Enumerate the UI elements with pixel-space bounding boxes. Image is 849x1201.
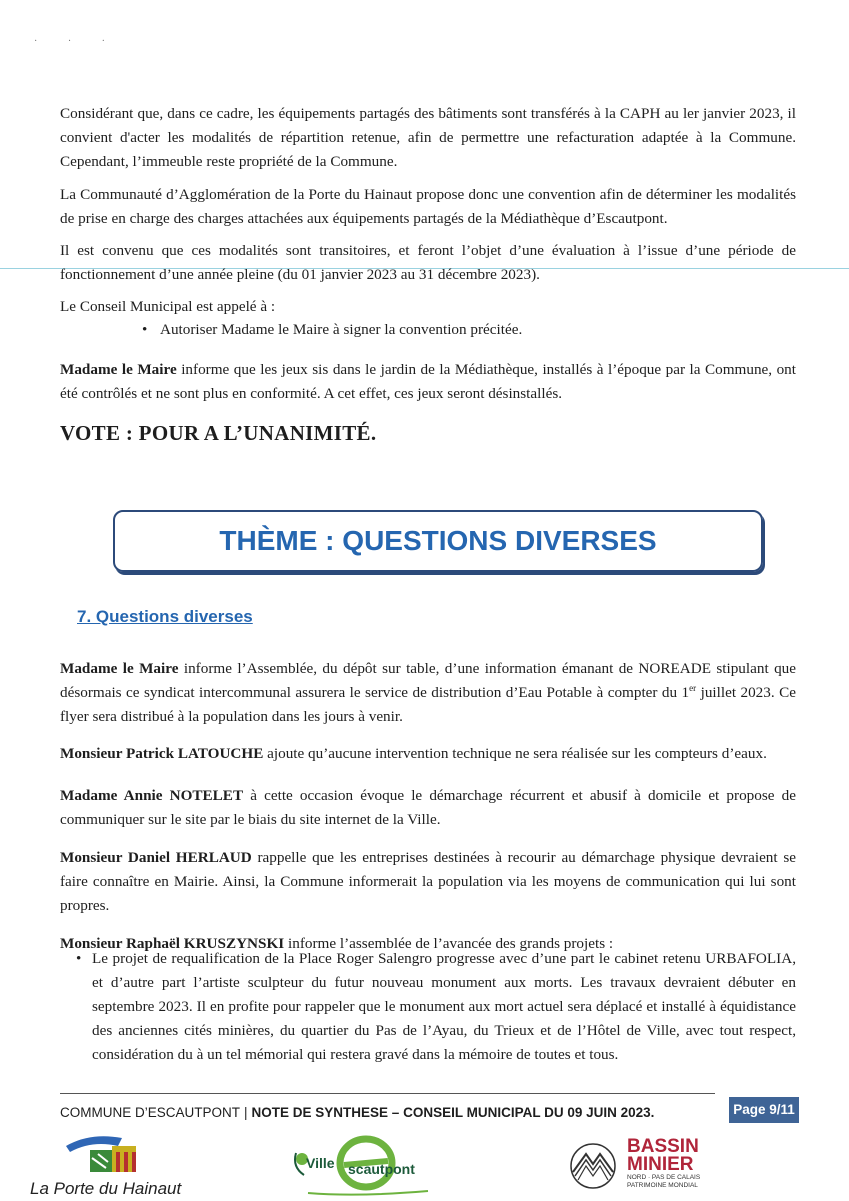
theme-banner bbox=[113, 510, 763, 572]
bassin-word: BASSIN bbox=[627, 1136, 699, 1157]
paragraph-notelet bbox=[60, 784, 796, 832]
footer-text bbox=[60, 1101, 654, 1125]
footer-separator: | bbox=[244, 1105, 248, 1120]
statement-text: informe l’Assemblée, du dépôt sur table, d’une information émanant de NOREADE stipulant que désormais ce syndicat intercommunal assurera le service de distribution d’Eau Potable à compter du 1 bbox=[60, 660, 796, 701]
superscript: er bbox=[689, 682, 697, 693]
statement-text: rappelle que les entreprises destinées à recourir au démarchage physique devraient se faire connaître en Mairie. Ainsi, la Commune informerait la population via les moyens de communication qui lui sont propres. bbox=[60, 849, 796, 914]
paragraph-maire-noreade bbox=[60, 657, 796, 729]
council-bullet bbox=[142, 318, 522, 342]
section-title: 7. Questions diverses bbox=[77, 607, 253, 626]
bassin-minier-logo bbox=[564, 1136, 714, 1200]
statement-text: juillet 2023. Ce flyer sera distribué à la population dans les jours à venir. bbox=[60, 684, 796, 725]
footer-divider bbox=[60, 1093, 715, 1094]
council-bullet-text: Autoriser Madame le Maire à signer la convention précitée. bbox=[160, 321, 523, 338]
speaker-name: Madame Annie NOTELET bbox=[60, 787, 244, 804]
statement-text: à cette occasion évoque le démarchage récurrent et abusif à domicile et propose de communiquer sur le site par le biais du site internet de la Ville. bbox=[60, 787, 796, 828]
porte-hainaut-logo bbox=[30, 1128, 200, 1200]
bullet-dot-icon: • bbox=[76, 950, 82, 967]
projects-bullet-text: Le projet de requalification de la Place Roger Salengro progresse avec d’une part le cabinet retenu URBAFOLIA, et d’autre part l’artiste sculpteur du futur nouveau monument aux morts. Les travaux devraient débuter en septembre 2023. Il en profite pour rappeler que le monument aux mort actuel sera déplacé et installé à équidistance des anciennes cités minières, du quartier du Pas de l’Ayau, du Trieux et de l’Hôtel de Ville, avec tout respect, considération du à un tel mémorial qui restera gravé dans la mémoire de toutes et tous. bbox=[92, 950, 796, 1063]
footer-commune: COMMUNE D’ESCAUTPONT bbox=[60, 1105, 241, 1120]
page-number: Page 9/11 bbox=[733, 1102, 795, 1117]
bullet-dot-icon: • bbox=[142, 321, 148, 338]
paragraph-latouche bbox=[60, 742, 796, 766]
scan-artifact: · · · bbox=[34, 36, 119, 47]
paragraph-convention: La Communauté d’Agglomération de la Porte du Hainaut propose donc une convention afin de déterminer les modalités de prise en charge des charges attachées aux équipements partagés de la Médiathèque d’Escautpont. bbox=[60, 186, 796, 227]
speaker-name: Monsieur Patrick LATOUCHE bbox=[60, 745, 264, 762]
page-number-badge bbox=[729, 1097, 799, 1123]
bassin-region: NORD · PAS DE CALAIS bbox=[627, 1174, 701, 1181]
paragraph-caph-transfer: Considérant que, dans ce cadre, les équipements partagés des bâtiments sont transférés à la CAPH au ler janvier 2023, il convient d'acter les modalités de répartition retenue, afin de permettre une refacturation adaptée à la Commune. Cependant, l’immeuble reste propriété de la Commune. bbox=[60, 105, 796, 170]
council-call: Le Conseil Municipal est appelé à : bbox=[60, 298, 276, 315]
statement-text: ajoute qu’aucune intervention technique ne sera réalisée sur les compteurs d’eaux. bbox=[263, 745, 767, 762]
ville-prefix: Ville bbox=[306, 1155, 335, 1171]
theme-title: THÈME : QUESTIONS DIVERSES bbox=[219, 525, 657, 556]
statement-text: informe l’assemblée de l’avancée des grands projets : bbox=[284, 935, 614, 952]
speaker-name: Madame le Maire bbox=[60, 361, 177, 378]
projects-bullet bbox=[76, 947, 796, 1067]
ville-name: scautpont bbox=[348, 1161, 415, 1177]
paragraph-herlaud bbox=[60, 846, 796, 918]
ville-escautpont-logo bbox=[288, 1133, 448, 1200]
porte-hainaut-name: La Porte du Hainaut bbox=[30, 1179, 182, 1198]
bassin-minier-emblem-icon bbox=[564, 1142, 622, 1190]
bassin-heritage: PATRIMOINE MONDIAL bbox=[627, 1182, 698, 1189]
porte-hainaut-emblem-icon bbox=[30, 1128, 150, 1176]
speaker-name: Monsieur Raphaël KRUSZYNSKI bbox=[60, 935, 285, 952]
speaker-name: Madame le Maire bbox=[60, 660, 179, 677]
paragraph-transitory: Il est convenu que ces modalités sont transitoires, et feront l’objet d’une évaluation à l’issue d’une période de fonctionnement d’une année pleine (du 01 janvier 2023 au 31 décembre 2023). bbox=[60, 242, 796, 283]
paragraph-maire-games bbox=[60, 358, 796, 406]
statement-text: informe que les jeux sis dans le jardin de la Médiathèque, installés à l’époque par la Commune, ont été contrôlés et ne sont plus en conformité. A cet effet, ces jeux seront désinstallés. bbox=[60, 361, 796, 402]
speaker-name: Monsieur Daniel HERLAUD bbox=[60, 849, 252, 866]
footer-note: NOTE DE SYNTHESE – CONSEIL MUNICIPAL DU 09 JUIN 2023. bbox=[251, 1105, 655, 1120]
vote-result: VOTE : POUR A L’UNANIMITÉ. bbox=[60, 421, 377, 445]
minier-word: MINIER bbox=[627, 1154, 694, 1175]
